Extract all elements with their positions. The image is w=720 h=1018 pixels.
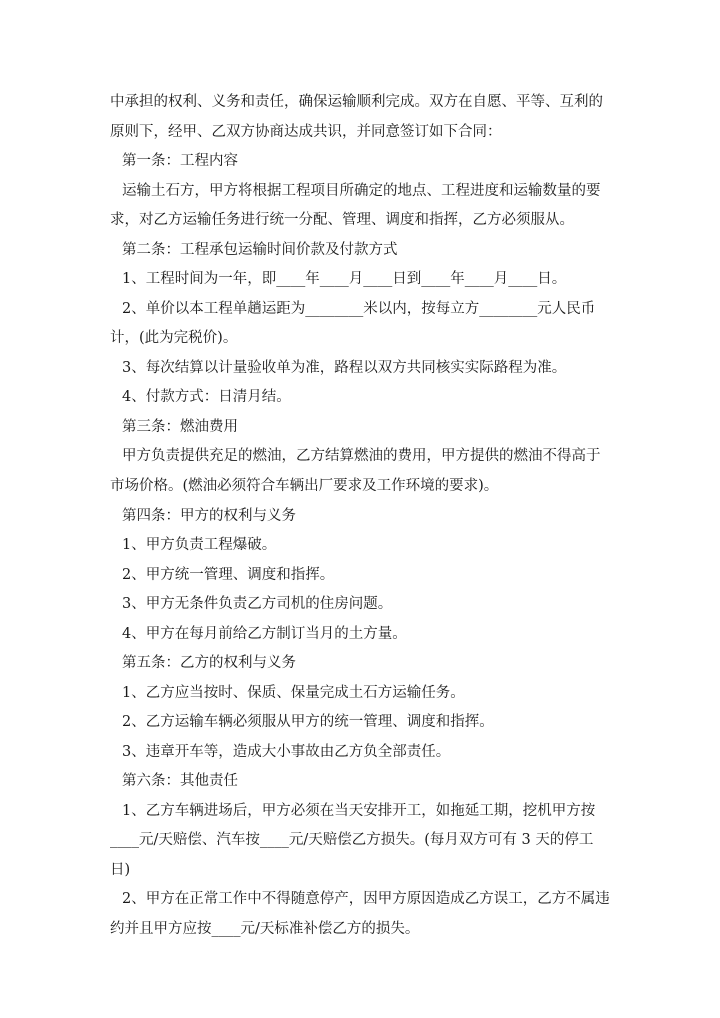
- paragraph-line: 甲方负责提供充足的燃油，乙方结算燃油的费用，甲方提供的燃油不得高于: [122, 448, 601, 464]
- clause-line: 3、每次结算以计量验收单为准，路程以双方共同核实实际路程为准。: [122, 360, 567, 376]
- clause-line: 3、违章开车等，造成大小事故由乙方负全部责任。: [122, 744, 451, 760]
- clause-line: ____元/天赔偿、汽车按____元/天赔偿乙方损失。(每月双方可有 3 天的停工: [110, 832, 594, 848]
- clause-line: 约并且甲方应按____元/天标准补偿乙方的损失。: [110, 921, 420, 937]
- article-heading: 第三条：燃油费用: [122, 419, 238, 435]
- clause-line: 4、甲方在每月前给乙方制订当月的土方量。: [122, 626, 407, 642]
- clause-line: 2、甲方在正常工作中不得随意停产，因甲方原因造成乙方误工，乙方不属违: [122, 891, 610, 907]
- clause-line: 2、甲方统一管理、调度和指挥。: [122, 567, 335, 583]
- clause-line: 1、甲方负责工程爆破。: [122, 537, 277, 553]
- paragraph-line: 市场价格。(燃油必须符合车辆出厂要求及工作环境的要求)。: [110, 478, 499, 494]
- clause-line: 日): [110, 862, 131, 878]
- clause-line: 3、甲方无条件负责乙方司机的住房问题。: [122, 596, 393, 612]
- clause-line: 1、工程时间为一年，即____年____月____日到____年____月____日。: [122, 271, 567, 287]
- clause-line: 1、乙方车辆进场后，甲方必须在当天安排开工，如拖延工期，挖机甲方按: [122, 803, 596, 819]
- clause-line: 计，(此为完税价)。: [110, 330, 238, 346]
- article-heading: 第五条：乙方的权利与义务: [122, 655, 296, 671]
- clause-line: 1、乙方应当按时、保质、保量完成土石方运输任务。: [122, 685, 465, 701]
- clause-line: 2、乙方运输车辆必须服从甲方的统一管理、调度和指挥。: [122, 714, 494, 730]
- clause-line: 2、单价以本工程单趟运距为________米以内，按每立方________元人民币: [122, 301, 596, 317]
- article-heading: 第四条：甲方的权利与义务: [122, 508, 296, 524]
- paragraph-line: 求，对乙方运输任务进行统一分配、管理、调度和指挥，乙方必须服从。: [110, 212, 574, 228]
- clause-line: 4、付款方式：日清月结。: [122, 389, 291, 405]
- paragraph-line: 运输土石方，甲方将根据工程项目所确定的地点、工程进度和运输数量的要: [122, 183, 601, 199]
- article-heading: 第六条：其他责任: [122, 773, 238, 789]
- paragraph-line: 中承担的权利、义务和责任，确保运输顺利完成。双方在自愿、平等、互利的: [110, 94, 603, 110]
- article-heading: 第一条：工程内容: [122, 153, 238, 169]
- paragraph-line: 原则下，经甲、乙双方协商达成共识，并同意签订如下合同：: [110, 124, 502, 140]
- article-heading: 第二条：工程承包运输时间价款及付款方式: [122, 242, 398, 258]
